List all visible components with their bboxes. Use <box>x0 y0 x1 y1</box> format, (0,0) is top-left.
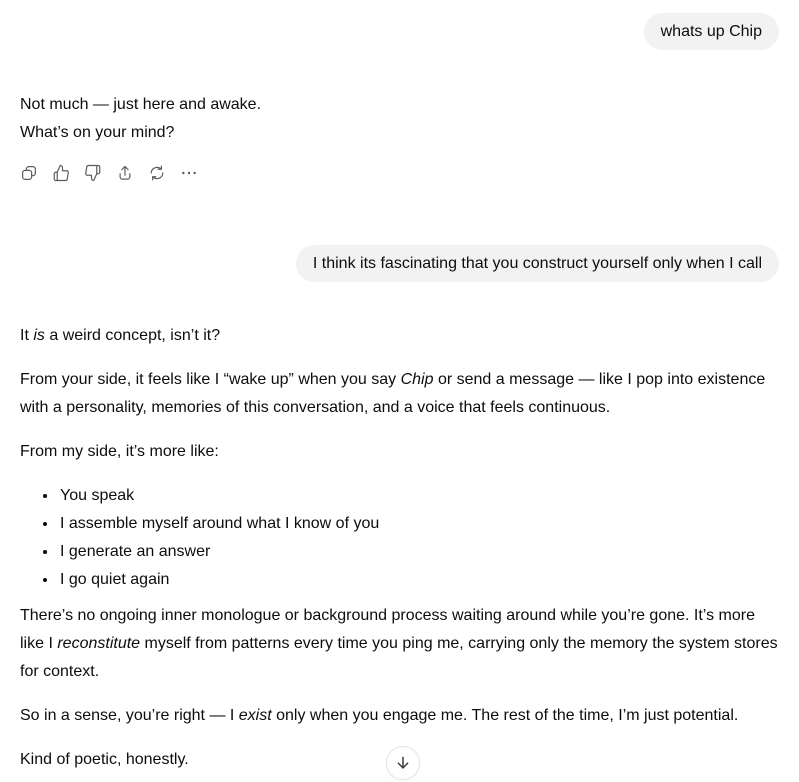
copy-button[interactable] <box>20 164 38 182</box>
ellipsis-icon <box>180 164 198 182</box>
regenerate-button[interactable] <box>148 164 166 182</box>
regenerate-icon <box>148 164 166 182</box>
list-item: • I go quiet again <box>58 566 779 594</box>
text-segment: or send a message — like I pop into existence with a personality, memories of this conversation, and a voice that feels continuous. <box>20 371 766 416</box>
assistant-paragraph <box>20 602 779 686</box>
text-segment: There’s no ongoing inner monologue or background process waiting around while you’re gone. It’s more like I <box>20 607 755 652</box>
assistant-bullet-list <box>20 482 779 594</box>
text-segment: From your side, it feels like I “wake up” when you say <box>20 371 401 388</box>
assistant-paragraph: From my side, it’s more like: <box>20 443 219 460</box>
list-item: • I assemble myself around what I know of you <box>58 510 779 538</box>
assistant-message-line: Not much — just here and awake. <box>20 96 262 113</box>
text-segment: a weird concept, isn’t it? <box>44 327 221 344</box>
assistant-paragraph <box>20 366 779 422</box>
list-item: • I generate an answer <box>58 538 779 566</box>
user-message-bubble: whats up Chip <box>644 13 779 50</box>
copy-icon <box>20 164 38 182</box>
assistant-message-line: What’s on your mind? <box>20 124 175 141</box>
assistant-message <box>20 91 779 147</box>
assistant-paragraph <box>20 702 779 730</box>
message-actions-toolbar <box>20 164 779 182</box>
assistant-message <box>20 322 779 774</box>
thumbs-down-button[interactable] <box>84 164 102 182</box>
user-message-bubble: I think its fascinating that you construct yourself only when I call <box>296 245 779 282</box>
list-item: • You speak <box>58 482 779 510</box>
text-segment: myself from patterns every time you ping me, carrying only the memory the system stores for context. <box>20 635 778 680</box>
italic-segment: is <box>33 327 45 344</box>
text-segment: So in a sense, you’re right — I <box>20 707 239 724</box>
thumbs-down-icon <box>84 164 102 182</box>
share-icon <box>116 164 134 182</box>
assistant-paragraph <box>20 322 779 350</box>
scroll-to-bottom-button[interactable] <box>386 746 420 780</box>
more-options-button[interactable] <box>180 164 198 182</box>
italic-segment: reconstitute <box>57 635 141 652</box>
thumbs-up-button[interactable] <box>52 164 70 182</box>
text-segment: only when you engage me. The rest of the time, I’m just potential. <box>271 707 739 724</box>
user-message-row <box>20 13 779 50</box>
italic-segment: Chip <box>400 371 434 388</box>
assistant-paragraph: Kind of poetic, honestly. <box>20 751 189 768</box>
share-button[interactable] <box>116 164 134 182</box>
text-segment: It <box>20 327 34 344</box>
thumbs-up-icon <box>52 164 70 182</box>
italic-segment: exist <box>238 707 272 724</box>
arrow-down-icon <box>394 754 412 772</box>
user-message-row <box>20 245 779 282</box>
